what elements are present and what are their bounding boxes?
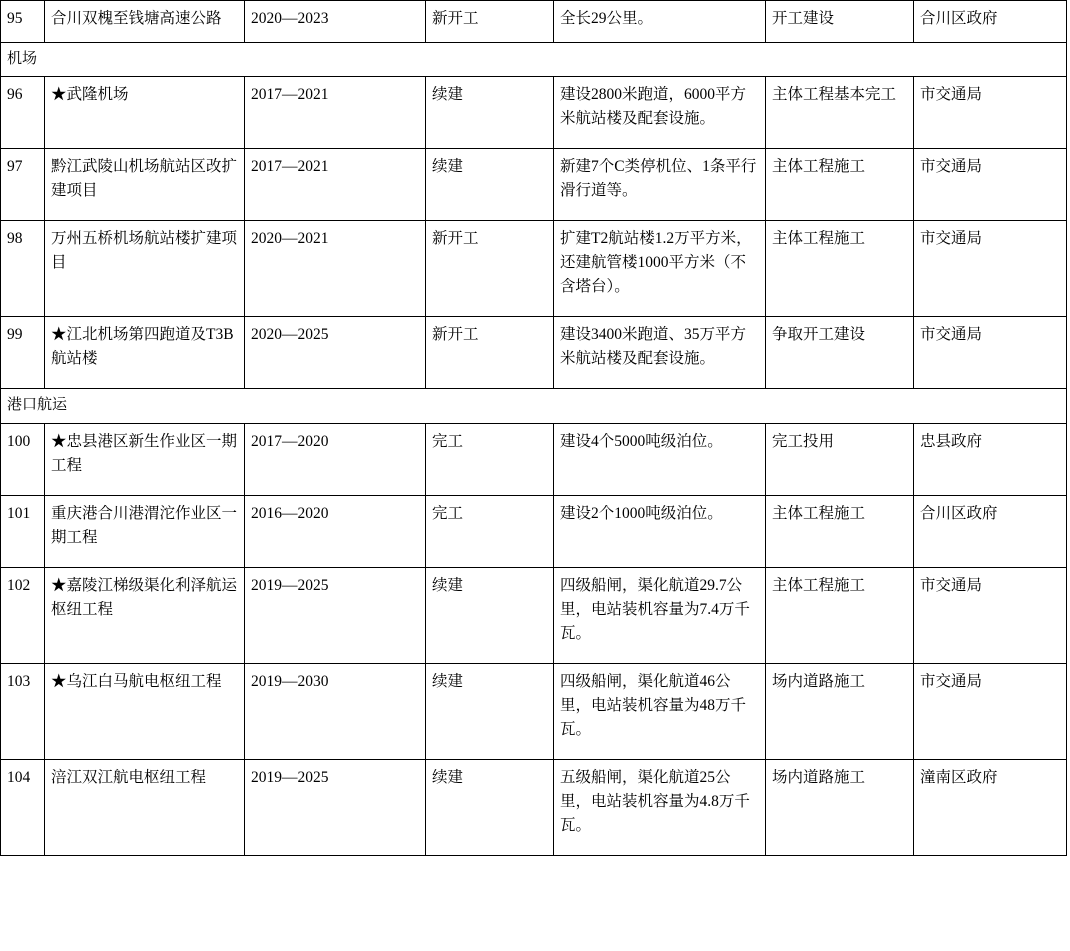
cell-progress: 场内道路施工: [766, 663, 914, 759]
table-row: [1, 423, 1067, 495]
cell-name: 万州五桥机场航站楼扩建项目: [45, 221, 245, 317]
cell-period: 2020—2023: [245, 1, 426, 43]
cell-name: ★江北机场第四跑道及T3B航站楼: [45, 317, 245, 389]
cell-unit: 市交通局: [914, 663, 1067, 759]
cell-status: 续建: [426, 759, 554, 855]
cell-no: 104: [1, 759, 45, 855]
cell-period: 2017—2021: [245, 77, 426, 149]
cell-unit: 合川区政府: [914, 495, 1067, 567]
cell-no: 97: [1, 149, 45, 221]
table-section-row: [1, 43, 1067, 77]
cell-period: 2019—2030: [245, 663, 426, 759]
cell-name: 合川双槐至钱塘高速公路: [45, 1, 245, 43]
cell-no: 100: [1, 423, 45, 495]
cell-name: 黔江武陵山机场航站区改扩建项目: [45, 149, 245, 221]
cell-status: 续建: [426, 567, 554, 663]
table-body: [1, 1, 1067, 856]
cell-content: 五级船闸，渠化航道25公里，电站装机容量为4.8万千瓦。: [554, 759, 766, 855]
table-row: [1, 77, 1067, 149]
cell-progress: 争取开工建设: [766, 317, 914, 389]
table-row: [1, 495, 1067, 567]
cell-name: ★武隆机场: [45, 77, 245, 149]
cell-no: 102: [1, 567, 45, 663]
cell-unit: 市交通局: [914, 77, 1067, 149]
cell-name: 重庆港合川港渭沱作业区一期工程: [45, 495, 245, 567]
cell-progress: 主体工程施工: [766, 221, 914, 317]
cell-no: 96: [1, 77, 45, 149]
cell-name: 涪江双江航电枢纽工程: [45, 759, 245, 855]
cell-status: 续建: [426, 77, 554, 149]
cell-no: 95: [1, 1, 45, 43]
table-row: [1, 221, 1067, 317]
cell-content: 全长29公里。: [554, 1, 766, 43]
cell-unit: 市交通局: [914, 149, 1067, 221]
cell-content: 建设2800米跑道，6000平方米航站楼及配套设施。: [554, 77, 766, 149]
cell-progress: 开工建设: [766, 1, 914, 43]
cell-period: 2017—2021: [245, 149, 426, 221]
cell-unit: 市交通局: [914, 567, 1067, 663]
cell-unit: 合川区政府: [914, 1, 1067, 43]
cell-unit: 市交通局: [914, 221, 1067, 317]
cell-content: 建设3400米跑道、35万平方米航站楼及配套设施。: [554, 317, 766, 389]
table-row: [1, 317, 1067, 389]
cell-unit: 潼南区政府: [914, 759, 1067, 855]
cell-no: 103: [1, 663, 45, 759]
cell-no: 99: [1, 317, 45, 389]
table-row: [1, 1, 1067, 43]
cell-status: 完工: [426, 495, 554, 567]
cell-period: 2016—2020: [245, 495, 426, 567]
section-label: 机场: [1, 43, 1067, 77]
table-section-row: [1, 389, 1067, 423]
cell-name: ★乌江白马航电枢纽工程: [45, 663, 245, 759]
cell-progress: 主体工程施工: [766, 495, 914, 567]
cell-content: 四级船闸，渠化航道46公里，电站装机容量为48万千瓦。: [554, 663, 766, 759]
cell-period: 2020—2021: [245, 221, 426, 317]
cell-progress: 场内道路施工: [766, 759, 914, 855]
cell-status: 续建: [426, 663, 554, 759]
cell-unit: 市交通局: [914, 317, 1067, 389]
table-row: [1, 149, 1067, 221]
table-row: [1, 663, 1067, 759]
cell-status: 新开工: [426, 221, 554, 317]
cell-content: 建设2个1000吨级泊位。: [554, 495, 766, 567]
cell-name: ★嘉陵江梯级渠化利泽航运枢纽工程: [45, 567, 245, 663]
cell-content: 建设4个5000吨级泊位。: [554, 423, 766, 495]
table-row: [1, 567, 1067, 663]
cell-period: 2017—2020: [245, 423, 426, 495]
table-row: [1, 759, 1067, 855]
cell-progress: 完工投用: [766, 423, 914, 495]
cell-period: 2019—2025: [245, 759, 426, 855]
cell-content: 扩建T2航站楼1.2万平方米，还建航管楼1000平方米（不含塔台）。: [554, 221, 766, 317]
cell-content: 新建7个C类停机位、1条平行滑行道等。: [554, 149, 766, 221]
cell-progress: 主体工程施工: [766, 567, 914, 663]
section-label: 港口航运: [1, 389, 1067, 423]
cell-no: 101: [1, 495, 45, 567]
cell-progress: 主体工程基本完工: [766, 77, 914, 149]
cell-period: 2020—2025: [245, 317, 426, 389]
cell-no: 98: [1, 221, 45, 317]
cell-status: 新开工: [426, 1, 554, 43]
cell-name: ★忠县港区新生作业区一期工程: [45, 423, 245, 495]
cell-status: 新开工: [426, 317, 554, 389]
cell-status: 完工: [426, 423, 554, 495]
cell-content: 四级船闸，渠化航道29.7公里，电站装机容量为7.4万千瓦。: [554, 567, 766, 663]
cell-progress: 主体工程施工: [766, 149, 914, 221]
cell-period: 2019—2025: [245, 567, 426, 663]
cell-unit: 忠县政府: [914, 423, 1067, 495]
cell-status: 续建: [426, 149, 554, 221]
